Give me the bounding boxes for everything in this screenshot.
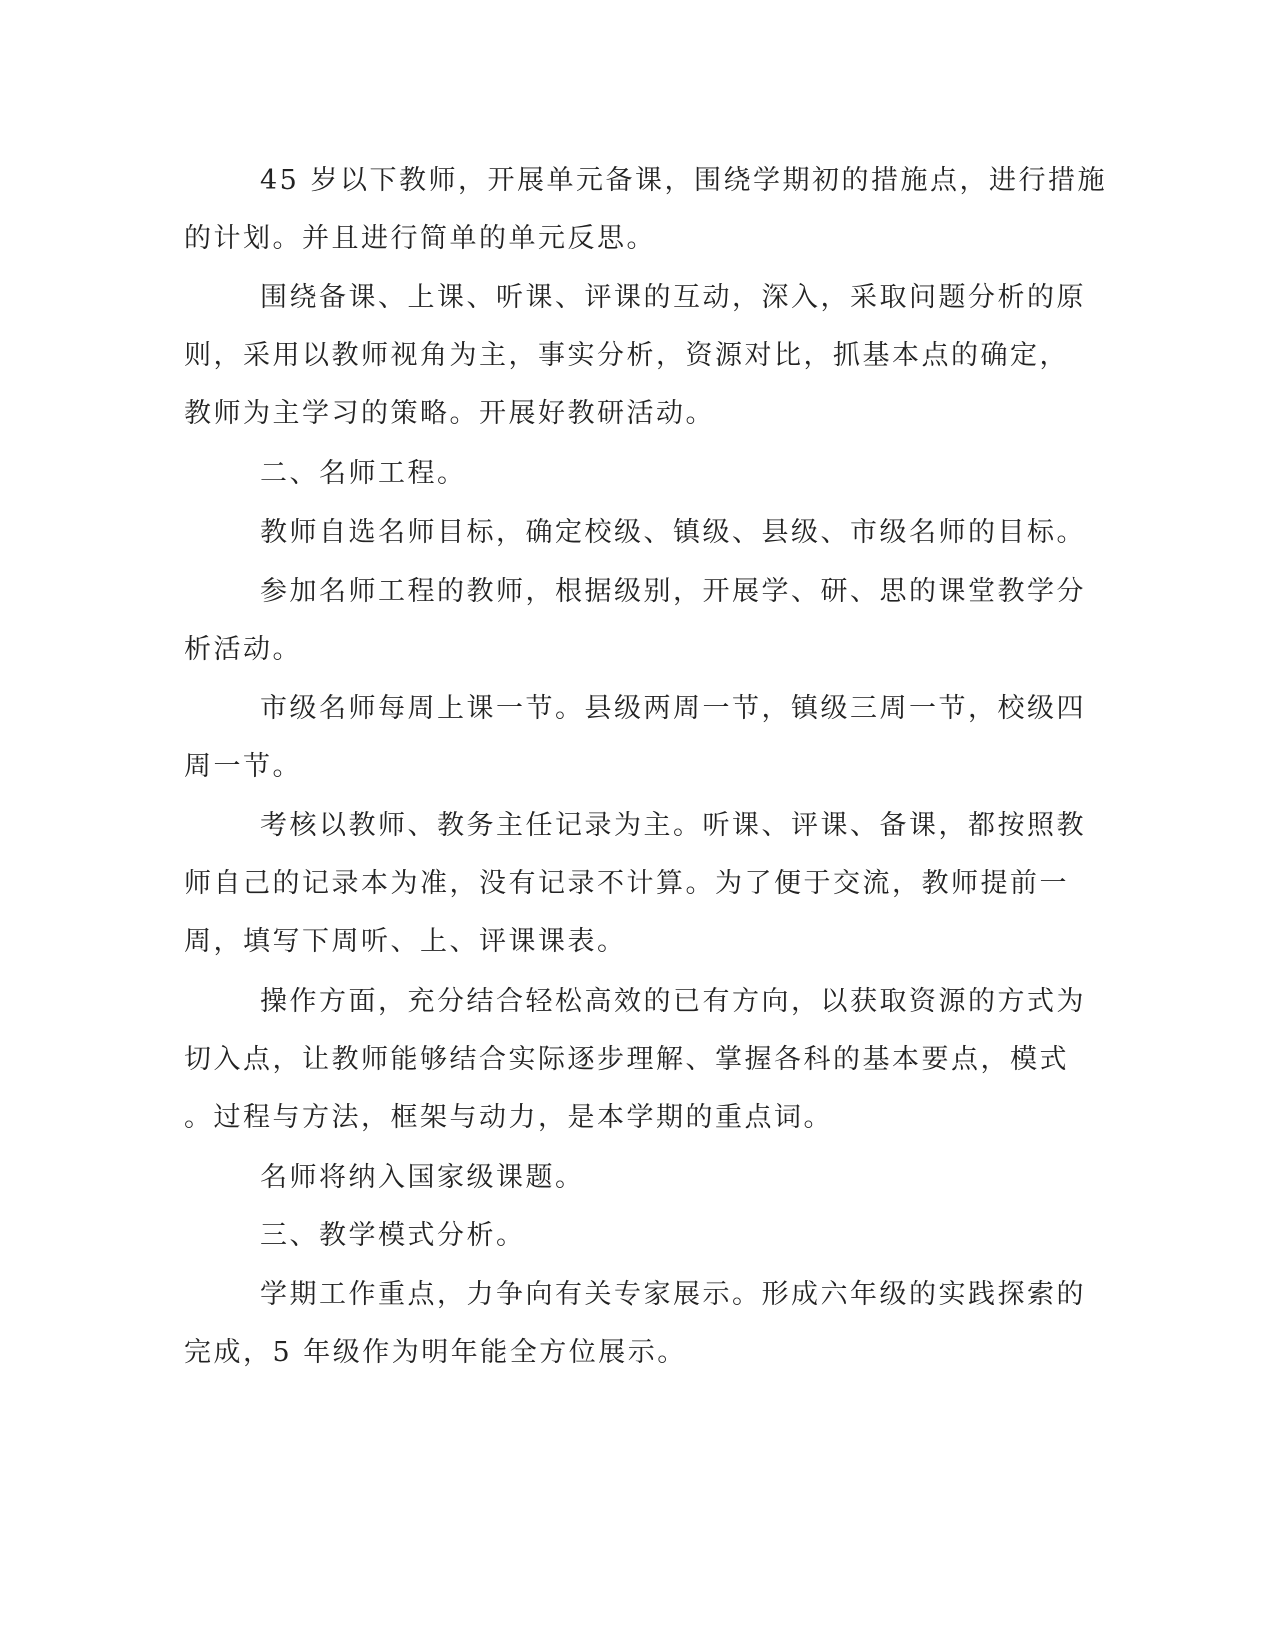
paragraph-3 bbox=[184, 504, 1086, 562]
section-heading-3 bbox=[184, 1207, 526, 1265]
paragraph-line: 周一节。 bbox=[184, 751, 302, 782]
paragraph-line: 教师为主学习的策略。开展好教研活动。 bbox=[184, 398, 715, 429]
paragraph-line: 三、教学模式分析。 bbox=[260, 1220, 526, 1251]
paragraph-6 bbox=[184, 797, 1086, 971]
paragraph-line: 操作方面，充分结合轻松高效的已有方向，以获取资源的方式为 bbox=[260, 986, 1086, 1017]
paragraph-line: 教师自选名师目标，确定校级、镇级、县级、市级名师的目标。 bbox=[260, 517, 1086, 548]
paragraph-line: 周，填写下周听、上、评课课表。 bbox=[184, 926, 627, 957]
paragraph-line: 则，采用以教师视角为主，事实分析，资源对比，抓基本点的确定， bbox=[184, 340, 1069, 371]
paragraph-1 bbox=[184, 152, 1107, 268]
paragraph-line: 完成，5 年级作为明年能全方位展示。 bbox=[184, 1337, 687, 1368]
paragraph-line: 名师将纳入国家级课题。 bbox=[260, 1162, 585, 1193]
paragraph-line: 围绕备课、上课、听课、评课的互动，深入，采取问题分析的原 bbox=[260, 282, 1086, 313]
paragraph-line: 析活动。 bbox=[184, 634, 302, 665]
paragraph-line: 45 岁以下教师，开展单元备课，围绕学期初的措施点，进行措施 bbox=[260, 165, 1107, 196]
paragraph-9 bbox=[184, 1266, 1086, 1382]
paragraph-line: 二、名师工程。 bbox=[260, 458, 467, 489]
paragraph-line: 参加名师工程的教师，根据级别，开展学、研、思的课堂教学分 bbox=[260, 576, 1086, 607]
paragraph-line: 。过程与方法，框架与动力，是本学期的重点词。 bbox=[184, 1102, 833, 1133]
paragraph-5 bbox=[184, 680, 1086, 796]
paragraph-8 bbox=[184, 1149, 585, 1207]
paragraph-line: 学期工作重点，力争向有关专家展示。形成六年级的实践探索的 bbox=[260, 1279, 1086, 1310]
paragraph-line: 市级名师每周上课一节。县级两周一节，镇级三周一节，校级四 bbox=[260, 693, 1086, 724]
section-heading-2 bbox=[184, 445, 467, 503]
paragraph-2 bbox=[184, 269, 1086, 443]
paragraph-line: 师自己的记录本为准，没有记录不计算。为了便于交流，教师提前一 bbox=[184, 868, 1069, 899]
paragraph-line: 切入点，让教师能够结合实际逐步理解、掌握各科的基本要点，模式 bbox=[184, 1044, 1069, 1075]
paragraph-7 bbox=[184, 973, 1086, 1147]
paragraph-line: 考核以教师、教务主任记录为主。听课、评课、备课，都按照教 bbox=[260, 810, 1086, 841]
paragraph-4 bbox=[184, 563, 1086, 679]
paragraph-line: 的计划。并且进行简单的单元反思。 bbox=[184, 223, 656, 254]
